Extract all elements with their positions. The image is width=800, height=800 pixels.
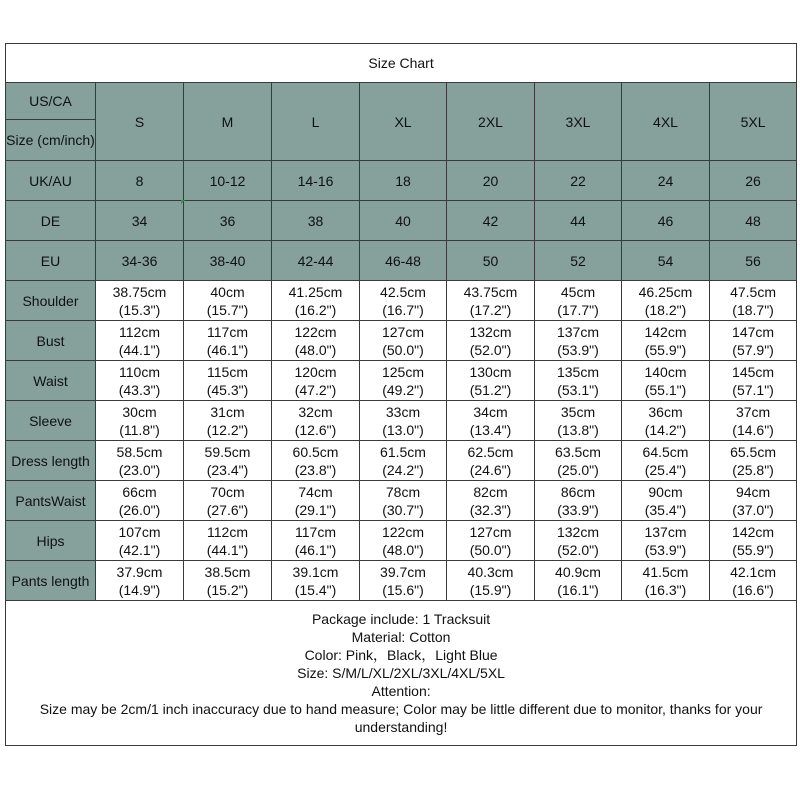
size-header-xl: XL: [360, 83, 447, 161]
measurement-cm: 37.9cm: [116, 563, 163, 580]
standard-row: [6, 201, 797, 241]
measurement-row: [6, 281, 797, 321]
measurement-cm: 62.5cm: [467, 443, 514, 460]
measurement-inch: (51.2"): [469, 381, 512, 398]
measurement-cell: [622, 321, 710, 361]
measurement-cell: [360, 441, 447, 481]
measurement-cell: [184, 481, 272, 521]
measurement-cell: [447, 561, 535, 601]
measurement-inch: (15.9"): [469, 581, 512, 598]
standard-value: 34-36: [96, 241, 184, 281]
measurement-inch: (25.0"): [557, 461, 599, 478]
measurement-cm: 41.5cm: [642, 563, 689, 580]
measurement-cm: 38.75cm: [112, 283, 167, 300]
measurement-cell: [96, 281, 184, 321]
measurement-row: [6, 361, 797, 401]
measurement-cm: 137cm: [644, 523, 687, 540]
measurement-inch: (27.6"): [206, 501, 249, 518]
measurement-cell: [184, 321, 272, 361]
measurement-row: [6, 401, 797, 441]
measurement-inch: (23.0"): [118, 461, 161, 478]
measurement-cm: 94cm: [735, 483, 771, 500]
measurement-cm: 142cm: [644, 323, 687, 340]
standard-value: 10-12: [184, 161, 272, 201]
measurement-cm: 132cm: [556, 523, 600, 540]
measurement-cell: [272, 401, 360, 441]
measurement-inch: (26.0"): [118, 501, 161, 518]
measurement-inch: (25.4"): [644, 461, 687, 478]
standard-value: 18: [360, 161, 447, 201]
measurement-cell: [535, 561, 622, 601]
standard-value: 22: [535, 161, 622, 201]
measurement-cell: [447, 481, 535, 521]
measurement-cell: [447, 521, 535, 561]
size-header-s: S: [96, 83, 184, 161]
measurement-cell: [710, 401, 797, 441]
measurement-row: [6, 561, 797, 601]
measurement-inch: (55.1"): [644, 381, 687, 398]
measurement-inch: (15.3"): [118, 301, 161, 318]
measurement-inch: (52.0"): [469, 341, 512, 358]
measurement-cell: [184, 401, 272, 441]
measurement-cm: 46.25cm: [638, 283, 693, 300]
measurement-cell: [96, 361, 184, 401]
measurement-label: Sleeve: [6, 401, 96, 441]
measurement-label: Bust: [6, 321, 96, 361]
standard-label: DE: [6, 201, 96, 241]
measurement-cm: 40cm: [210, 283, 245, 300]
measurement-inch: (15.7"): [206, 301, 249, 318]
measurement-inch: (16.2"): [294, 301, 337, 318]
measurement-cm: 32cm: [298, 403, 333, 420]
measurement-cell: [272, 441, 360, 481]
measurement-cm: 61.5cm: [380, 443, 426, 460]
color-info: Color: Pink，Black，Light Blue: [304, 647, 498, 663]
size-header-3xl: 3XL: [535, 83, 622, 161]
measurement-inch: (12.2"): [206, 421, 249, 438]
measurement-inch: (25.8"): [732, 461, 774, 478]
standard-value: 14-16: [272, 161, 360, 201]
measurement-cell: [622, 361, 710, 401]
measurement-cell: [360, 321, 447, 361]
measurement-inch: (43.3"): [118, 381, 161, 398]
measurement-cm: 122cm: [294, 323, 337, 340]
measurement-cell: [535, 521, 622, 561]
measurement-inch: (42.1"): [118, 541, 161, 558]
measurement-label: Hips: [6, 521, 96, 561]
measurement-cell: [272, 281, 360, 321]
measurement-inch: (53.9"): [644, 541, 687, 558]
measurement-cell: [622, 481, 710, 521]
measurement-inch: (29.1"): [294, 501, 337, 518]
measurement-label: Waist: [6, 361, 96, 401]
measurement-inch: (55.9"): [732, 541, 774, 558]
measurement-cell: [272, 321, 360, 361]
note-text: Size may be 2cm/1 inch inaccuracy due to hand measure; Color may be little different due to monitor, thanks for your understanding!: [39, 701, 763, 735]
measurement-cell: [447, 281, 535, 321]
measurement-cm: 42.5cm: [380, 283, 426, 300]
measurement-cm: 112cm: [207, 523, 248, 540]
measurement-cell: [710, 521, 797, 561]
us-ca-label: US/CA: [6, 83, 96, 120]
measurement-cm: 31cm: [210, 403, 245, 420]
measurement-inch: (45.3"): [206, 381, 249, 398]
standard-value: 56: [710, 241, 797, 281]
measurement-cm: 63.5cm: [555, 443, 601, 460]
material-info: Material: Cotton: [351, 629, 451, 645]
standard-value: 20: [447, 161, 535, 201]
measurement-row: [6, 481, 797, 521]
cell-marker-icon: [181, 200, 185, 204]
measurement-cell: [535, 321, 622, 361]
measurement-cm: 70cm: [210, 483, 245, 500]
measurement-inch: (30.7"): [382, 501, 424, 518]
measurement-inch: (46.1"): [294, 541, 337, 558]
measurement-cm: 86cm: [560, 483, 596, 500]
measurement-cell: [447, 361, 535, 401]
measurement-inch: (15.4"): [294, 581, 337, 598]
measurement-inch: (14.6"): [732, 421, 774, 438]
measurement-inch: (14.2"): [644, 421, 687, 438]
standard-value: 8: [96, 161, 184, 201]
measurement-cell: [96, 521, 184, 561]
measurement-cell: [622, 401, 710, 441]
measurement-cm: 34cm: [473, 403, 508, 420]
size-header-2xl: 2XL: [447, 83, 535, 161]
measurement-cell: [710, 481, 797, 521]
measurement-label: Dress length: [6, 441, 96, 481]
measurement-cell: [535, 441, 622, 481]
measurement-cell: [360, 361, 447, 401]
attention-label: Attention:: [371, 683, 431, 699]
standard-label: UK/AU: [6, 161, 96, 201]
measurement-cm: 40.9cm: [555, 563, 601, 580]
measurement-inch: (50.0"): [469, 541, 512, 558]
measurement-cell: [360, 401, 447, 441]
measurement-cm: 127cm: [469, 523, 512, 540]
measurement-inch: (57.1"): [732, 381, 774, 398]
package-info: Package include: 1 Tracksuit: [311, 611, 491, 627]
measurement-cell: [447, 441, 535, 481]
standard-value: 52: [535, 241, 622, 281]
measurement-inch: (17.7"): [557, 301, 599, 318]
measurement-cm: 64.5cm: [642, 443, 689, 460]
standard-label: EU: [6, 241, 96, 281]
measurement-label: Shoulder: [6, 281, 96, 321]
measurement-cm: 37cm: [735, 403, 771, 420]
measurement-inch: (48.0"): [294, 341, 337, 358]
measurement-cm: 140cm: [644, 363, 687, 380]
measurement-cm: 74cm: [298, 483, 333, 500]
measurement-cm: 82cm: [473, 483, 508, 500]
measurement-cm: 107cm: [118, 523, 161, 540]
measurement-inch: (48.0"): [382, 541, 424, 558]
measurement-inch: (16.1"): [557, 581, 599, 598]
measurement-cell: [535, 401, 622, 441]
measurement-inch: (18.2"): [644, 301, 687, 318]
measurement-inch: (44.1"): [118, 341, 161, 358]
size-header-m: M: [184, 83, 272, 161]
measurement-cm: 130cm: [469, 363, 512, 380]
measurement-cm: 127cm: [381, 323, 425, 340]
measurement-cell: [272, 561, 360, 601]
standard-value: 34: [96, 201, 184, 241]
measurement-cell: [535, 361, 622, 401]
measurement-cm: 122cm: [381, 523, 425, 540]
measurement-cm: 30cm: [122, 403, 157, 420]
measurement-inch: (13.4"): [469, 421, 512, 438]
measurement-cell: [184, 441, 272, 481]
measurement-cell: [96, 441, 184, 481]
measurement-cm: 45cm: [560, 283, 596, 300]
standard-value: 42: [447, 201, 535, 241]
measurement-inch: (23.8"): [294, 461, 337, 478]
standard-value: 40: [360, 201, 447, 241]
measurement-cm: 132cm: [469, 323, 512, 340]
measurement-inch: (23.4"): [206, 461, 249, 478]
measurement-cm: 41.25cm: [288, 283, 343, 300]
standard-value: 38: [272, 201, 360, 241]
measurement-inch: (24.6"): [469, 461, 512, 478]
measurement-cell: [622, 561, 710, 601]
measurement-cell: [184, 561, 272, 601]
measurement-cell: [184, 281, 272, 321]
standard-row: [6, 241, 797, 281]
standard-value: 50: [447, 241, 535, 281]
measurement-inch: (46.1"): [206, 341, 249, 358]
chart-title: Size Chart: [6, 44, 797, 83]
measurement-inch: (13.8"): [557, 421, 599, 438]
measurement-inch: (24.2"): [382, 461, 424, 478]
measurement-cell: [360, 281, 447, 321]
measurement-cm: 110cm: [119, 363, 160, 380]
measurement-label: Pants length: [6, 561, 96, 601]
measurement-inch: (16.6"): [732, 581, 774, 598]
measurement-cm: 40.3cm: [467, 563, 514, 580]
size-header-l: L: [272, 83, 360, 161]
standard-value: 38-40: [184, 241, 272, 281]
measurement-cm: 115cm: [207, 363, 248, 380]
measurement-cm: 60.5cm: [292, 443, 339, 460]
measurement-inch: (55.9"): [644, 341, 687, 358]
measurement-cell: [535, 281, 622, 321]
measurement-cell: [447, 321, 535, 361]
measurement-cm: 33cm: [385, 403, 421, 420]
measurement-inch: (15.2"): [206, 581, 249, 598]
measurement-cm: 42.1cm: [730, 563, 777, 580]
measurement-cm: 66cm: [122, 483, 157, 500]
measurement-cell: [710, 281, 797, 321]
measurement-cell: [184, 521, 272, 561]
size-header-4xl: 4XL: [622, 83, 710, 161]
standard-value: 24: [622, 161, 710, 201]
measurement-cm: 38.5cm: [204, 563, 251, 580]
measurement-inch: (32.3"): [469, 501, 512, 518]
measurement-cm: 90cm: [648, 483, 683, 500]
measurement-inch: (37.0"): [732, 501, 774, 518]
measurement-cell: [710, 561, 797, 601]
measurement-cm: 39.1cm: [292, 563, 339, 580]
measurement-cm: 35cm: [560, 403, 596, 420]
measurement-cm: 147cm: [732, 323, 775, 340]
measurement-cm: 137cm: [556, 323, 600, 340]
measurement-inch: (11.8"): [119, 421, 160, 438]
measurement-cell: [535, 481, 622, 521]
measurement-cell: [96, 481, 184, 521]
size-header-row: [6, 83, 797, 120]
standard-value: 46-48: [360, 241, 447, 281]
measurement-cm: 58.5cm: [116, 443, 163, 460]
measurement-cell: [96, 561, 184, 601]
size-info: Size: S/M/L/XL/2XL/3XL/4XL/5XL: [297, 665, 505, 681]
standard-value: 46: [622, 201, 710, 241]
measurement-cm: 135cm: [556, 363, 600, 380]
measurement-row: [6, 441, 797, 481]
measurement-cell: [710, 321, 797, 361]
measurement-cm: 36cm: [648, 403, 683, 420]
measurement-inch: (12.6"): [294, 421, 337, 438]
measurement-cm: 65.5cm: [730, 443, 777, 460]
measurement-label: PantsWaist: [6, 481, 96, 521]
measurement-cell: [272, 521, 360, 561]
standard-row: [6, 161, 797, 201]
measurement-inch: (53.1"): [557, 381, 599, 398]
measurement-inch: (57.9"): [732, 341, 774, 358]
standard-value: 36: [184, 201, 272, 241]
measurement-inch: (53.9"): [557, 341, 599, 358]
measurement-inch: (14.9"): [118, 581, 161, 598]
measurement-inch: (13.0"): [382, 421, 424, 438]
measurement-row: [6, 321, 797, 361]
measurement-cell: [622, 281, 710, 321]
measurement-cell: [622, 441, 710, 481]
measurement-inch: (33.9"): [557, 501, 599, 518]
measurement-cell: [710, 361, 797, 401]
measurement-inch: (16.3"): [644, 581, 687, 598]
measurement-cell: [710, 441, 797, 481]
measurement-cell: [360, 561, 447, 601]
measurement-inch: (15.6"): [382, 581, 424, 598]
measurement-cm: 142cm: [732, 523, 775, 540]
standard-value: 48: [710, 201, 797, 241]
measurement-inch: (35.4"): [644, 501, 687, 518]
measurement-inch: (17.2"): [469, 301, 512, 318]
info-block: [6, 601, 797, 746]
info-row: [6, 601, 797, 746]
measurement-cm: 39.7cm: [380, 563, 426, 580]
measurement-inch: (16.7"): [382, 301, 424, 318]
measurement-inch: (50.0"): [382, 341, 424, 358]
measurement-inch: (44.1"): [206, 541, 249, 558]
measurement-cell: [272, 481, 360, 521]
measurement-cm: 78cm: [385, 483, 421, 500]
measurement-cell: [360, 521, 447, 561]
measurement-cm: 120cm: [294, 363, 337, 380]
measurement-cm: 59.5cm: [204, 443, 251, 460]
measurement-inch: (47.2"): [294, 381, 337, 398]
measurement-cell: [184, 361, 272, 401]
size-chart-table: [5, 43, 797, 746]
measurement-cell: [622, 521, 710, 561]
measurement-cm: 125cm: [381, 363, 425, 380]
measurement-cell: [360, 481, 447, 521]
measurement-cell: [96, 321, 184, 361]
size-unit-label: Size (cm/inch): [6, 120, 96, 161]
measurement-cm: 145cm: [732, 363, 775, 380]
measurement-inch: (52.0"): [557, 541, 599, 558]
measurement-inch: (49.2"): [382, 381, 424, 398]
measurement-cm: 117cm: [207, 323, 248, 340]
measurement-cell: [447, 401, 535, 441]
measurement-cell: [96, 401, 184, 441]
measurement-inch: (18.7"): [732, 301, 774, 318]
measurement-cm: 43.75cm: [463, 283, 518, 300]
measurement-row: [6, 521, 797, 561]
measurement-cm: 112cm: [119, 323, 160, 340]
measurement-cm: 47.5cm: [730, 283, 777, 300]
size-header-5xl: 5XL: [710, 83, 797, 161]
standard-value: 42-44: [272, 241, 360, 281]
size-chart: [5, 43, 796, 746]
standard-value: 44: [535, 201, 622, 241]
measurement-cm: 117cm: [295, 523, 336, 540]
standard-value: 54: [622, 241, 710, 281]
measurement-cell: [272, 361, 360, 401]
standard-value: 26: [710, 161, 797, 201]
